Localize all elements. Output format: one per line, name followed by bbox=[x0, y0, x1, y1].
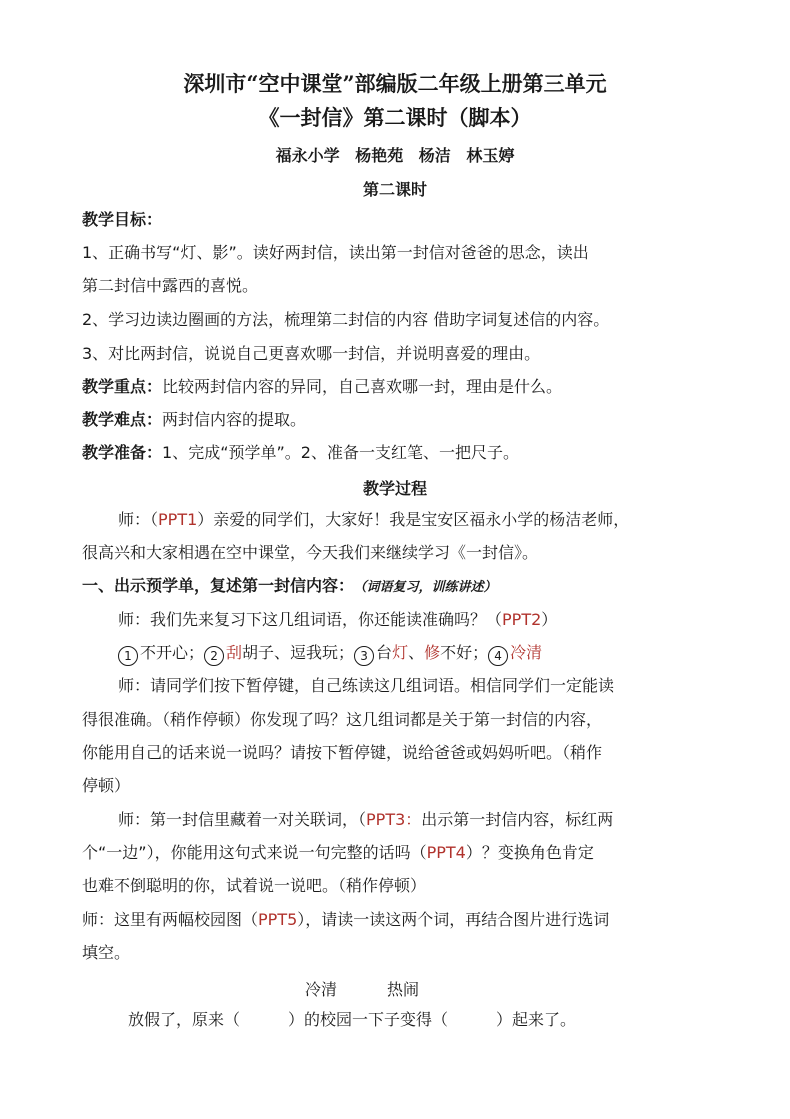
paragraph-1-line-2: 得很准确。（稍作停顿）你发现了吗？这几组词都是关于第一封信的内容， bbox=[82, 710, 603, 729]
intro-text: ）亲爱的同学们，大家好！我是宝安区福永小学的杨洁老师， bbox=[197, 510, 630, 529]
paragraph-1-line-4: 停顿） bbox=[82, 776, 131, 795]
paragraph-text: 师：第一封信里藏着一对关联词，（ bbox=[118, 810, 367, 829]
ppt-ref: PPT1 bbox=[158, 510, 198, 529]
review-text: 师：我们先来复习下这几组词语，你还能读准确吗？（ bbox=[118, 610, 503, 629]
goals-label: 教学目标： bbox=[82, 210, 163, 229]
ppt-ref: PPT2 bbox=[502, 610, 542, 629]
paragraph-2-line-2 bbox=[82, 843, 712, 863]
goal-1-line-2: 第二封信中露西的喜悦。 bbox=[82, 276, 259, 295]
circled-number: 2 bbox=[204, 646, 224, 666]
lesson-title: 第二课时 bbox=[362, 180, 427, 199]
key-point-line bbox=[82, 377, 712, 397]
circled-number: 1 bbox=[118, 646, 138, 666]
paragraph-text: 师：这里有两幅校园图（ bbox=[82, 910, 259, 929]
preparation-label: 教学准备： bbox=[82, 443, 163, 462]
word-choice: 冷清 bbox=[305, 980, 338, 999]
paragraph-3-line-2: 填空。 bbox=[82, 943, 131, 962]
word-choices bbox=[305, 977, 419, 1000]
word-group: 不好； bbox=[440, 643, 489, 662]
ppt-ref: PPT3： bbox=[366, 810, 422, 829]
difficulty-text: 两封信内容的提取。 bbox=[162, 410, 307, 429]
paragraph-3-line-1 bbox=[82, 910, 712, 930]
paragraph-text: ）？变换角色肯定 bbox=[465, 843, 594, 862]
fill-blank-sentence: 放假了，原来（ ）的校园一下子变得（ ）起来了。 bbox=[128, 1010, 577, 1029]
school-name: 福永小学 bbox=[275, 146, 340, 165]
preparation-text: 1、完成“预学单”。2、准备一支红笔、一把尺子。 bbox=[162, 443, 519, 462]
title-line-1: 深圳市“空中课堂”部编版二年级上册第三单元 bbox=[183, 71, 607, 96]
author-name: 杨洁 bbox=[418, 146, 451, 165]
paragraph-text: ），请读一读这两个词，再结合图片进行选词 bbox=[297, 910, 610, 929]
section-1-heading-line bbox=[82, 576, 712, 598]
word-group: 不开心； bbox=[140, 643, 205, 662]
goal-2: 2、学习边读边圈画的方法，梳理第二封信的内容 借助字词复述信的内容。 bbox=[82, 310, 610, 329]
difficulty-label: 教学难点： bbox=[82, 410, 163, 429]
ppt-ref: PPT4 bbox=[426, 843, 466, 862]
intro-line-2: 很高兴和大家相遇在空中课堂，今天我们来继续学习《一封信》。 bbox=[82, 543, 539, 562]
key-point-text: 比较两封信内容的异同，自己喜欢哪一封，理由是什么。 bbox=[162, 377, 563, 396]
preparation-line bbox=[82, 443, 712, 463]
title-line-2: 《一封信》第二课时（脚本） bbox=[258, 105, 532, 130]
paragraph-text: 个“一边”），你能用这句式来说一句完整的话吗（ bbox=[82, 843, 427, 862]
ppt-ref: PPT5 bbox=[258, 910, 298, 929]
intro-text: 师：（ bbox=[118, 510, 159, 529]
highlight-word: 冷清 bbox=[510, 643, 543, 662]
paragraph-2-line-1 bbox=[118, 810, 748, 830]
review-line bbox=[118, 610, 748, 630]
paragraph-text: 出示第一封信内容，标红两 bbox=[421, 810, 614, 829]
word-group: 胡子、逗我玩； bbox=[242, 643, 355, 662]
section-1-heading: 一、出示预学单，复述第一封信内容： bbox=[82, 576, 355, 595]
goal-1-line-1: 1、正确书写“灯、影”。读好两封信，读出第一封信对爸爸的思念，读出 bbox=[82, 243, 589, 262]
word-group: 、 bbox=[408, 643, 425, 662]
paragraph-2-line-3: 也难不倒聪明的你，试着说一说吧。（稍作停顿） bbox=[82, 876, 427, 895]
goal-3: 3、对比两封信，说说自己更喜欢哪一封信，并说明喜爱的理由。 bbox=[82, 344, 541, 363]
author-line bbox=[0, 143, 790, 166]
paragraph-1-line-3: 你能用自己的话来说一说吗？请按下暂停键，说给爸爸或妈妈听吧。（稍作 bbox=[82, 743, 603, 762]
author-name: 林玉婷 bbox=[466, 146, 515, 165]
process-title: 教学过程 bbox=[362, 479, 427, 498]
word-groups-line bbox=[118, 643, 748, 666]
section-1-note: （词语复习，训练讲述） bbox=[360, 580, 497, 595]
highlight-char: 刮 bbox=[226, 643, 243, 662]
author-name: 杨艳苑 bbox=[355, 146, 404, 165]
circled-number: 3 bbox=[354, 646, 374, 666]
review-text: ） bbox=[541, 610, 558, 629]
paragraph-1-line-1: 师：请同学们按下暂停键，自己练读这几组词语。相信同学们一定能读 bbox=[118, 676, 615, 695]
intro-line-1 bbox=[118, 510, 748, 530]
difficulty-line bbox=[82, 410, 712, 430]
key-point-label: 教学重点： bbox=[82, 377, 163, 396]
word-group: 台 bbox=[376, 643, 393, 662]
highlight-char: 修 bbox=[424, 643, 441, 662]
word-choice: 热闹 bbox=[387, 980, 420, 999]
circled-number: 4 bbox=[488, 646, 508, 666]
highlight-char: 灯 bbox=[392, 643, 409, 662]
